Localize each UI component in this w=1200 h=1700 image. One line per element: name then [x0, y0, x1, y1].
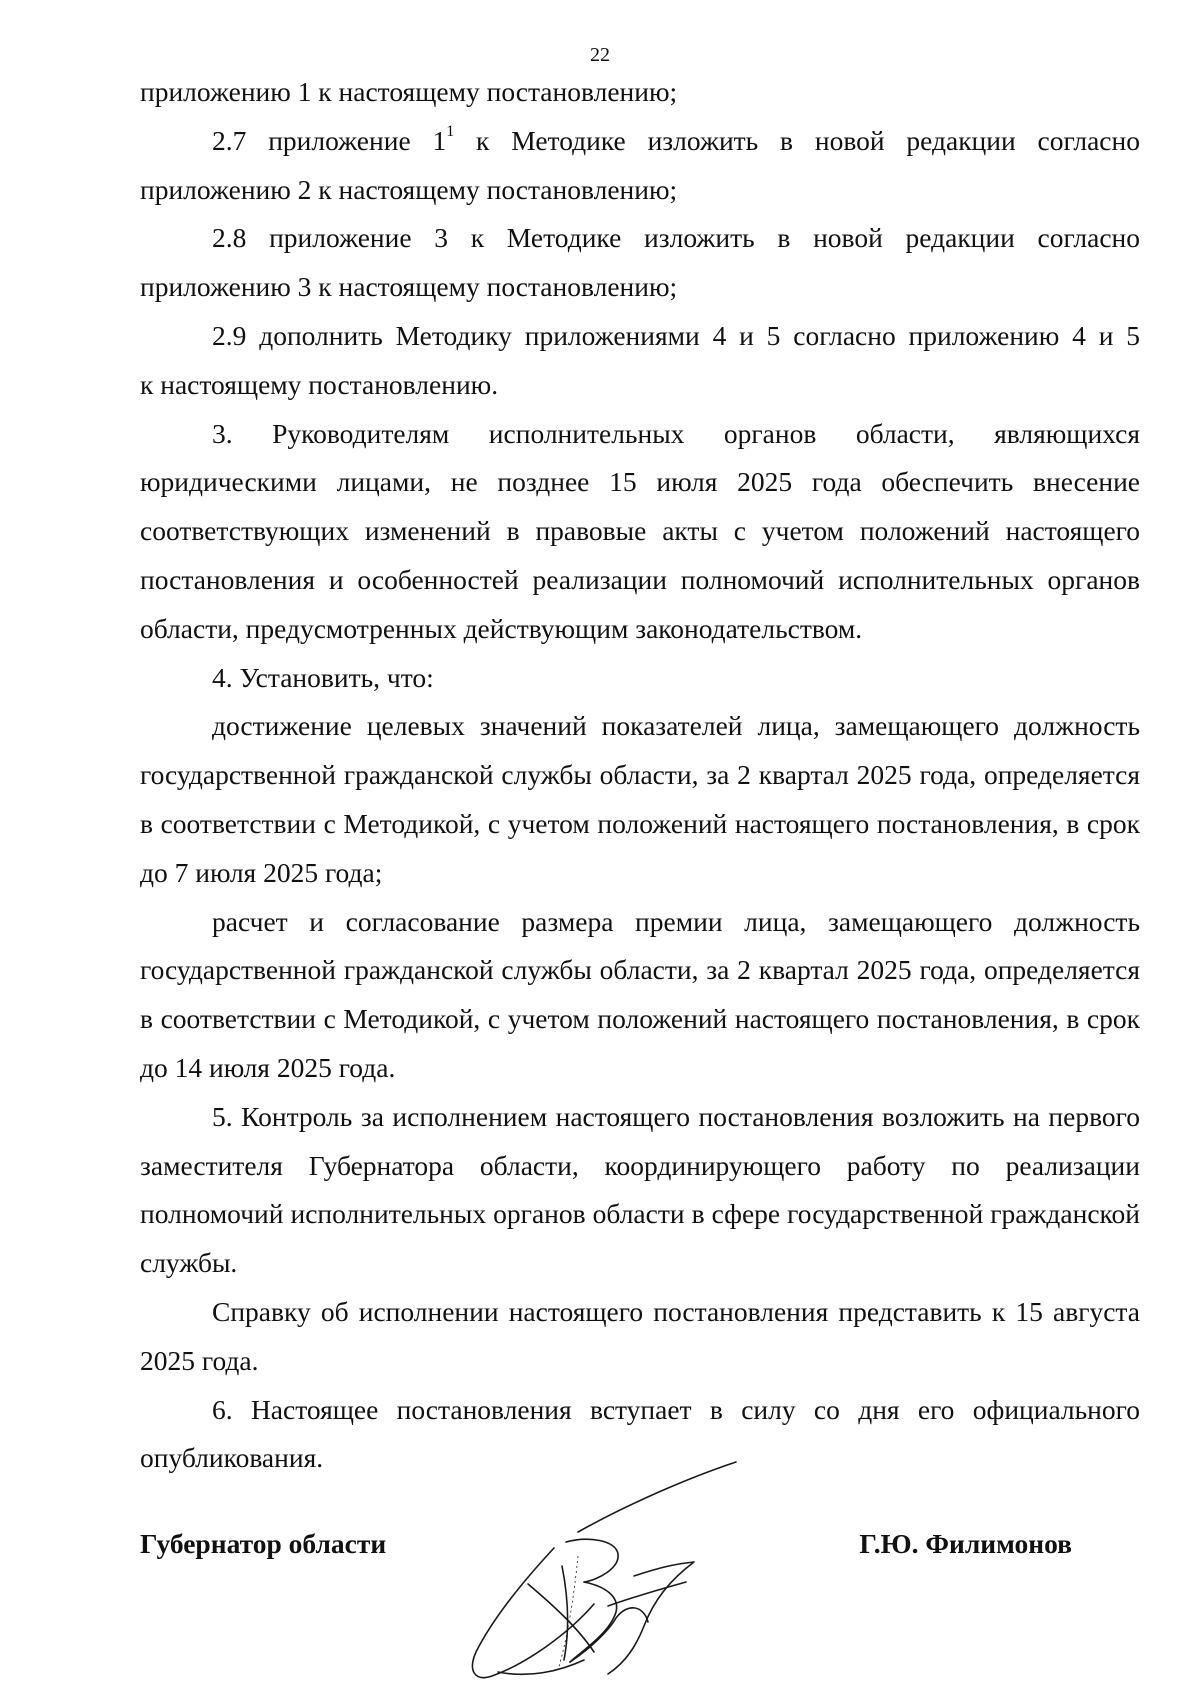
- paragraph-2-7-continuation: приложению 2 к настоящему постановлению;: [140, 173, 678, 205]
- paragraph-2-7: [140, 117, 1140, 166]
- paragraph-2-9: 2.9 дополнить Методику приложениями 4 и 5 согласно приложению 4 и 5: [212, 319, 1140, 351]
- paragraph-2-9-continuation: к настоящему постановлению.: [140, 368, 499, 400]
- document-body: [140, 68, 1140, 1483]
- handwritten-signature: [458, 1456, 818, 1696]
- paragraph-2-7-start: 2.7 приложение 1: [212, 124, 447, 156]
- paragraph-2-7-end: к Методике изложить в новой редакции согласно: [454, 124, 1140, 156]
- paragraph-4-bonus-calc: расчет и согласование размера премии лица, замещающего должность государственной гражданской службы области, за 2 квартал 2025 года, определяется в соответствии с Методикой, с учетом положений настоящего постановления, в срок до 14 июля 2025 года.: [140, 905, 1140, 1083]
- paragraph-5: 5. Контроль за исполнением настоящего постановления возложить на первого заместителя Губернатора области, координирующего работу по реализации полномочий исполнительных органов области в сфере государственной гражданской службы.: [140, 1100, 1140, 1279]
- page-number: 22: [590, 44, 610, 66]
- paragraph-2-8: 2.8 приложение 3 к Методике изложить в новой редакции согласно: [212, 222, 1140, 254]
- paragraph-3: 3. Руководителям исполнительных органов области, являющихся юридическими лицами, не позднее 15 июля 2025 года обеспечить внесение соответствующих изменений в правовые акты с учетом положений настоящего постановления и особенностей реализации полномочий исполнительных органов области, предусмотренных действующим законодательством.: [140, 417, 1140, 644]
- paragraph-2-8-continuation: приложению 3 к настоящему постановлению;: [140, 271, 678, 303]
- paragraph-continuation-1: приложению 1 к настоящему постановлению;: [140, 76, 678, 107]
- signatory-title: Губернатор области: [140, 1528, 387, 1559]
- signature-block: [140, 1528, 1140, 1568]
- paragraph-report: Справку об исполнении настоящего постановления представить к 15 августа 2025 года.: [140, 1295, 1140, 1376]
- paragraph-6: 6. Настоящее постановления вступает в силу со дня его официального опубликования.: [140, 1393, 1140, 1474]
- paragraph-4: 4. Установить, что:: [212, 661, 434, 693]
- paragraph-4-target-values: достижение целевых значений показателей лица, замещающего должность государственной гражданской службы области, за 2 квартал 2025 года, определяется в соответствии с Методикой, с учетом положений настоящего постановления, в срок до 7 июля 2025 года;: [140, 710, 1140, 888]
- superscript-1: 1: [446, 122, 455, 140]
- signatory-name: Г.Ю. Филимонов: [859, 1528, 1072, 1559]
